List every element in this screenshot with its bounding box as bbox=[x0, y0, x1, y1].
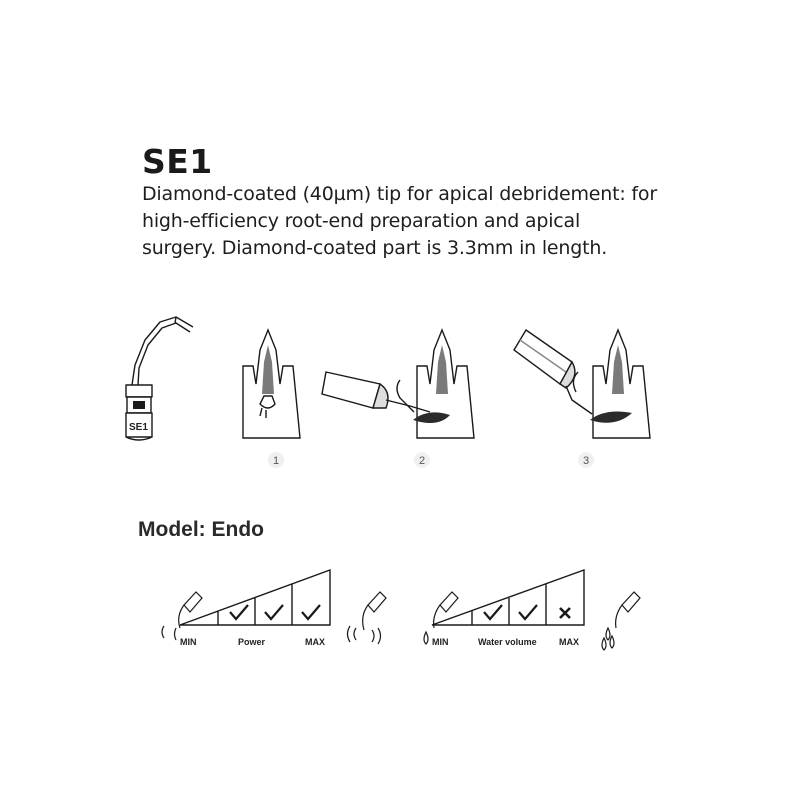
model-label: Model: Endo bbox=[138, 518, 264, 541]
power-scale bbox=[180, 570, 330, 625]
power-min-label: MIN bbox=[180, 637, 197, 647]
tip-label: SE1 bbox=[129, 422, 148, 433]
handpiece-step-3 bbox=[514, 330, 592, 414]
tooth-step-1 bbox=[243, 330, 300, 438]
water-max-label: MAX bbox=[559, 637, 579, 647]
tooth-step-3 bbox=[590, 330, 650, 438]
step-3-number: 3 bbox=[582, 455, 590, 467]
description-line-3: surgery. Diamond-coated part is 3.3mm in length. bbox=[142, 237, 608, 259]
power-scale-title: Power bbox=[238, 637, 266, 647]
power-max-label: MAX bbox=[305, 637, 325, 647]
power-min-handpiece-icon bbox=[162, 592, 202, 640]
power-max-handpiece-icon bbox=[348, 592, 387, 644]
water-scale-title: Water volume bbox=[478, 637, 537, 647]
product-code: SE1 bbox=[142, 142, 213, 181]
description-line-2: high-efficiency root-end preparation and apical bbox=[142, 210, 581, 232]
water-max-handpiece-icon bbox=[602, 592, 640, 650]
description-line-1: Diamond-coated (40µm) tip for apical debridement: for bbox=[142, 183, 657, 205]
step-1-number: 1 bbox=[272, 455, 280, 467]
step-2-number: 2 bbox=[418, 455, 426, 467]
handpiece-step-2 bbox=[322, 372, 430, 412]
water-min-label: MIN bbox=[432, 637, 449, 647]
tooth-step-2 bbox=[413, 330, 474, 438]
